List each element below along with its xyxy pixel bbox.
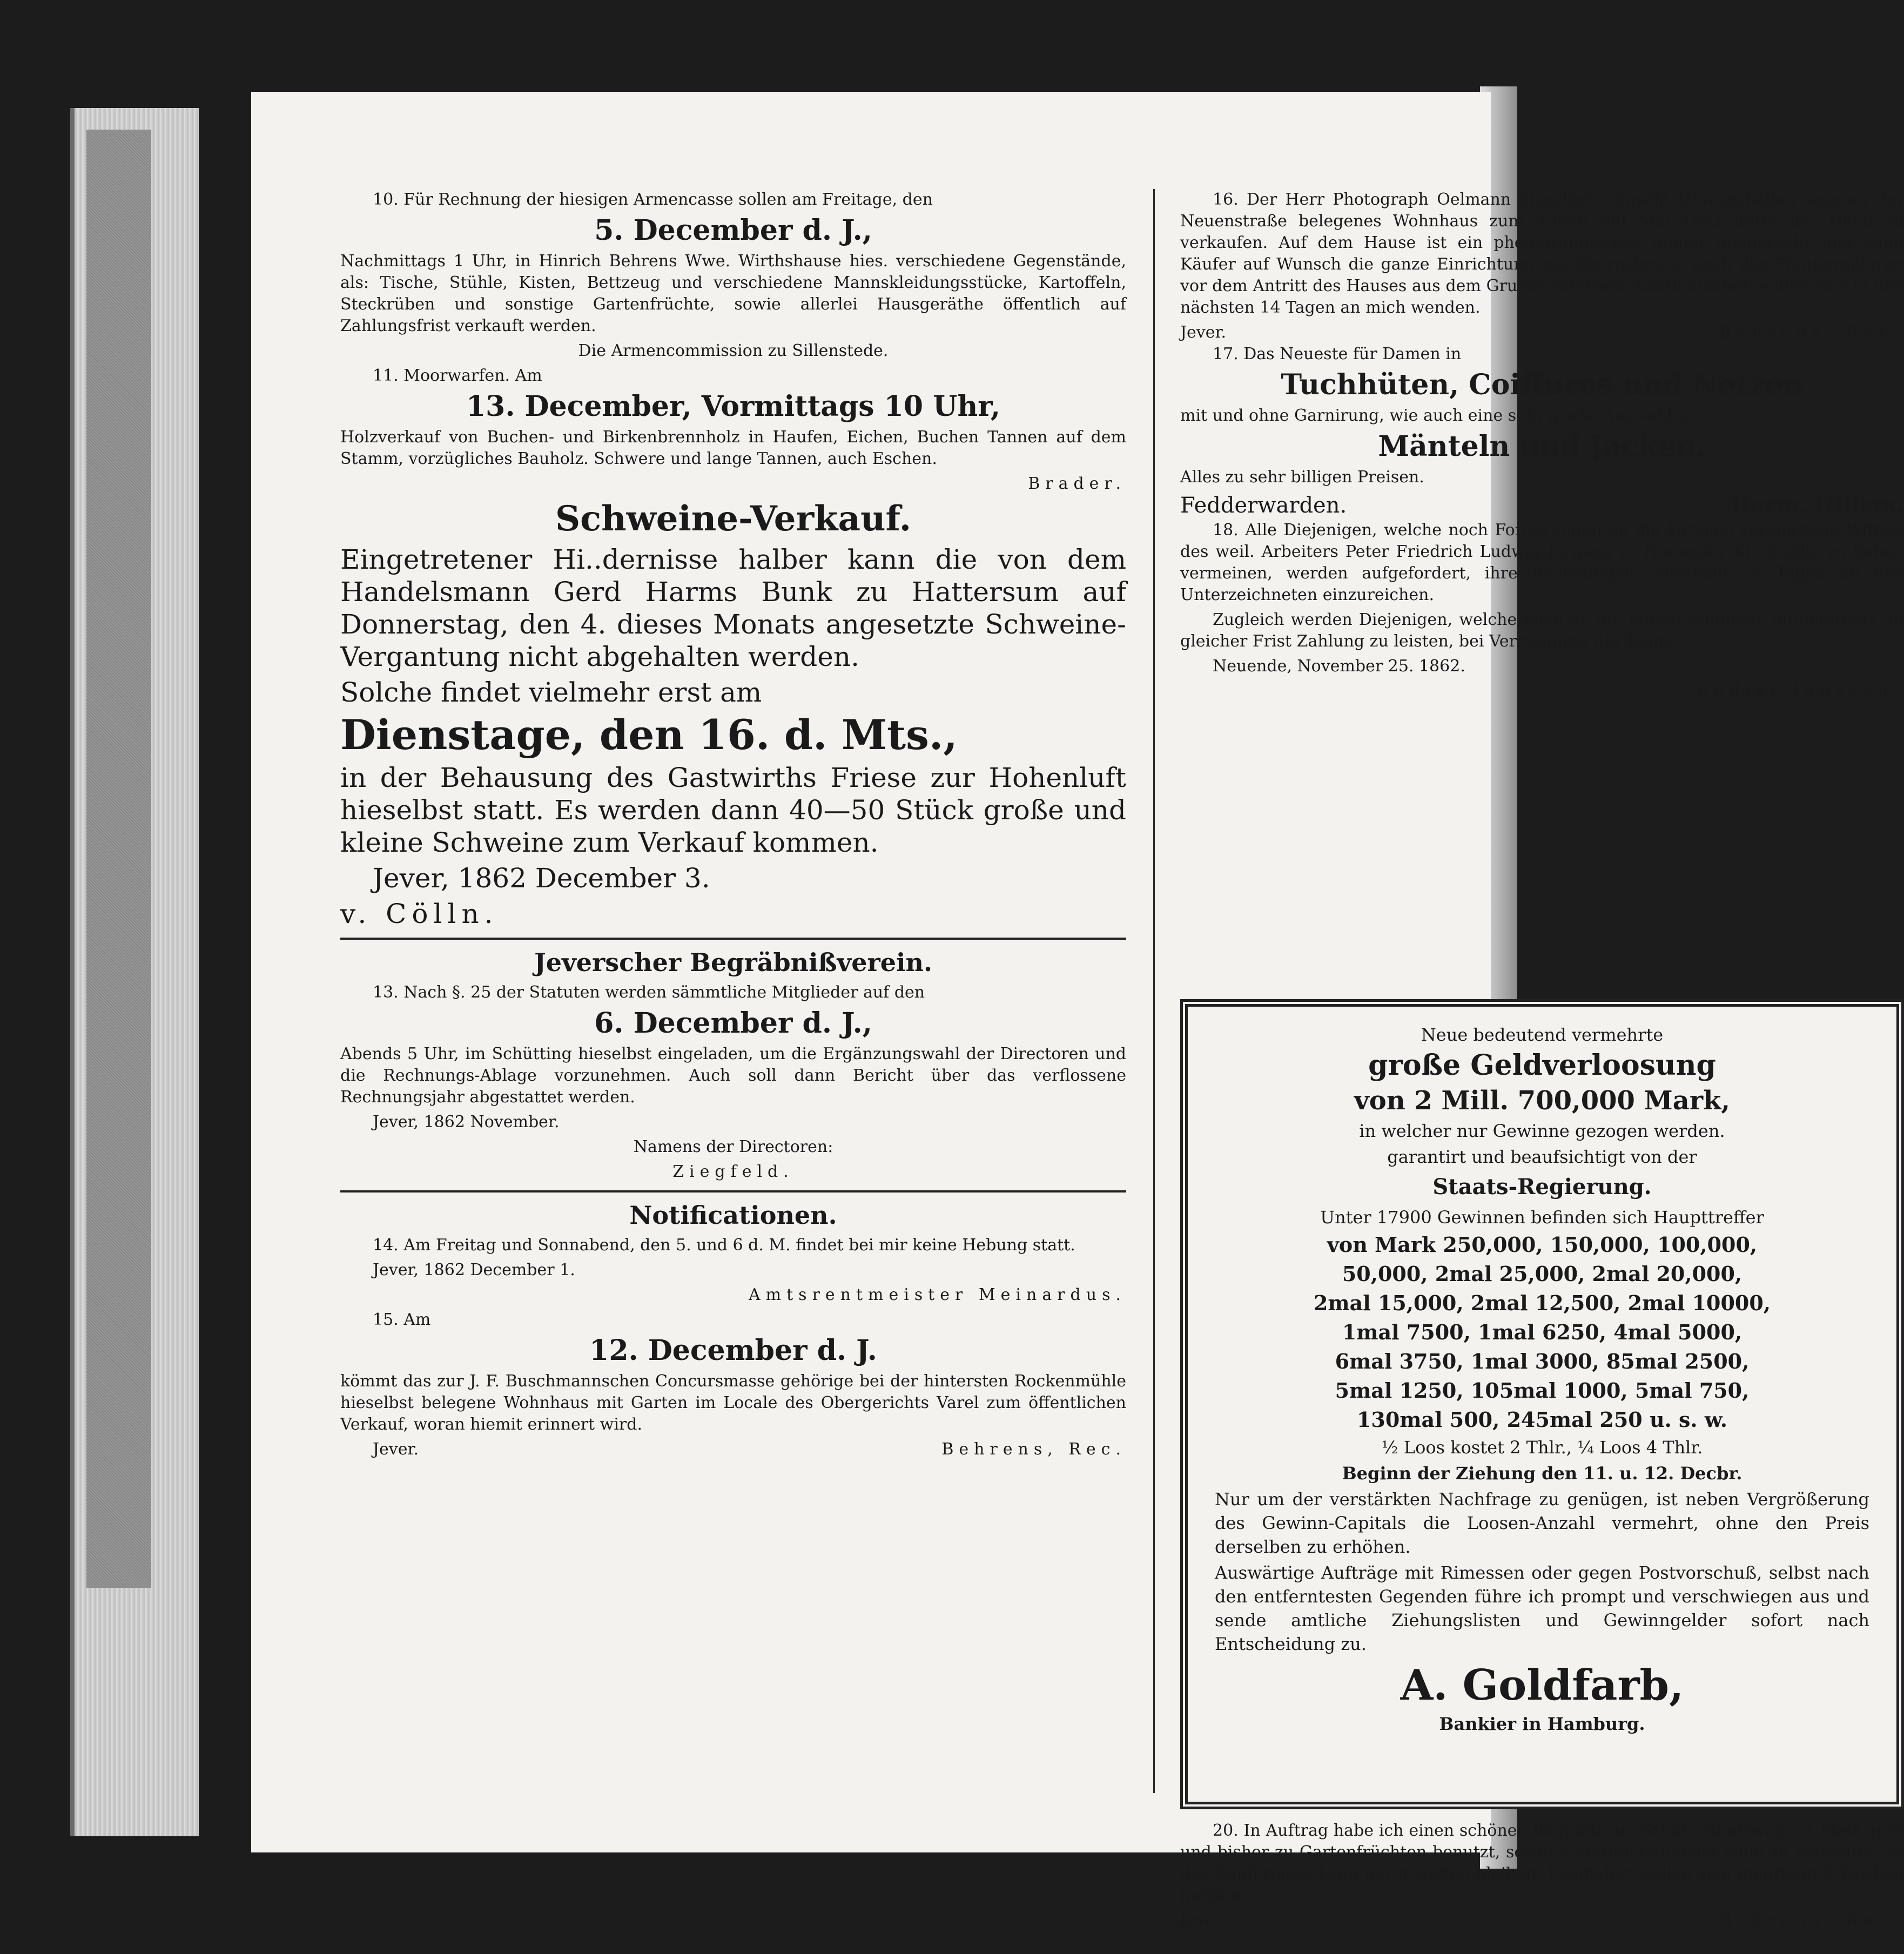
lottery-prize-row: 1mal 7500, 1mal 6250, 4mal 5000,	[1342, 1320, 1742, 1344]
lottery-line-4: in welcher nur Gewinne gezogen werden.	[1359, 1121, 1725, 1141]
notice-16-place: Jever.	[1180, 323, 1227, 342]
lottery-prize-row: 6mal 3750, 1mal 3000, 85mal 2500,	[1335, 1349, 1750, 1373]
lottery-body-2: Auswärtige Aufträge mit Rimessen oder gegen Postvorschuß, selbst nach den entferntesten Gegenden führe ich prompt und verschwiegen aus und sende amtliche Ziehungslisten und Gewinngelder sofort nach Entscheidung zu.	[1215, 1562, 1869, 1654]
notice-13-date: 6. December d. J.,	[594, 1007, 872, 1040]
notice-15-intro: 15. Am	[373, 1310, 431, 1329]
notice-15-body: kömmt das zur J. F. Buschmannschen Concursmasse gehörige bei der hintersten Rockenmühle hieselbst belegene Wohnhaus mit Garten im Locale des Obergerichts Varel zum öffentlichen Verkauf, woran hiemit erinnert wird.	[340, 1372, 1126, 1434]
column-rule	[1153, 189, 1155, 1793]
notice-20-place: Jever.	[1180, 1911, 1227, 1930]
notice-13-place: Jever, 1862 November.	[373, 1113, 560, 1131]
pig-sale-body-1: Eingetretener Hi..dernisse halber kann die von dem Handelsmann Gerd Harms Bunk zu Hattersum auf Donnerstag, den 4. dieses Monats angesetzte Schweine-Vergantung nicht abgehalten werden.	[340, 544, 1126, 672]
notice-13-body: Abends 5 Uhr, im Schütting hieselbst eingeladen, um die Ergänzungswahl der Directoren und die Rechnungs-Ablage vorzunehmen. Auch soll dann Bericht über das verflossene Rechnungsjahr abgestattet werden.	[340, 1045, 1126, 1107]
notice-20	[1180, 1820, 1904, 1931]
pig-sale-date: Dienstage, den 16. d. Mts.,	[340, 711, 958, 759]
notice-17-signature: Herm. Hillers.	[1731, 493, 1904, 518]
notice-16-footer	[1180, 322, 1904, 343]
lottery-title: große Geldverloosung	[1368, 1049, 1716, 1082]
pig-sale-body-3: in der Behausung des Gastwirths Friese zur Hohenluft hieselbst statt. Es werden dann 40—50 Stück große und kleine Schweine zum Verkauf kommen.	[340, 762, 1126, 858]
lottery-prize-row: 130mal 500, 245mal 250 u. s. w.	[1356, 1407, 1728, 1432]
notice-16-body: 16. Der Herr Photograph Oelmann hieselbst wünscht Umzugshalber sein an der Neuenstraße belegenes Wohnhaus zum Antritt auf Mai 1863 unter der Hand zu verkaufen. Auf dem Hause ist ein photographisches Atelier angebracht und kann Käufer auf Wunsch die ganze Einrichtung mit übernehmen, auch das Photographiren vor dem Antritt des Hauses aus dem Grunde erlernen. Kaufliebhaber wollen sich in den nächsten 14 Tagen an mich wenden.	[1180, 190, 1904, 317]
notice-20-footer	[1180, 1910, 1904, 1931]
pig-sale-title: Schweine-Verkauf.	[555, 498, 912, 539]
notice-11-signature: Brader.	[1028, 474, 1126, 493]
lottery-prize-row: 2mal 15,000, 2mal 12,500, 2mal 10000,	[1313, 1291, 1771, 1315]
pig-sale-body-2: Solche findet vielmehr erst am	[340, 677, 762, 708]
notice-14-body: 14. Am Freitag und Sonnabend, den 5. und 6 d. M. findet bei mir keine Hebung statt.	[373, 1236, 1075, 1255]
left-column	[340, 189, 1126, 1460]
burial-club-title: Jeverscher Begräbnißverein.	[534, 948, 932, 977]
lottery-prize-row: 5mal 1250, 105mal 1000, 5mal 750,	[1335, 1378, 1750, 1403]
notice-20-signature: Behrens, Rec.	[1719, 1911, 1904, 1930]
lottery-prize-row: von Mark 250,000, 150,000, 100,000,	[1327, 1232, 1758, 1257]
notice-10-signature: Die Armencommission zu Sillenstede.	[578, 341, 889, 360]
notice-10-body: Nachmittags 1 Uhr, in Hinrich Behrens Wwe. Wirthshause hies. verschiedene Gegenstände, als: Tische, Stühle, Kisten, Bettzeug und verschiedene Mannskleidungsstücke, Kartoffeln, Steckrüben und sonstige Gartenfrüchte, sowie allerlei Hausgeräthe öffentlich auf Zahlungsfrist verkauft werden.	[340, 252, 1126, 335]
notice-18-body: 18. Alle Diejenigen, welche noch Forderungen an die kürzlich verstorbene Wittwe des weil. Arbeiters Peter Friedrich Ludwig Jürgens zu Neuender Kirchreihe zu haben vermeinen, werden aufgefordert, ihre Rechnungen innerhalb 14 Tagen an den Unterzeichneten einzureichen.	[1180, 521, 1904, 604]
notice-17-headline-2: Mänteln und Jacken.	[1378, 430, 1706, 463]
notice-15-place: Jever.	[373, 1440, 419, 1459]
notice-17-intro: 17. Das Neueste für Damen in	[1213, 345, 1462, 363]
notice-14-place: Jever, 1862 December 1.	[373, 1261, 575, 1279]
notice-11-date: 13. December, Vormittags 10 Uhr,	[466, 390, 1000, 423]
lottery-line-7: Unter 17900 Gewinnen befinden sich Haupttreffer	[1320, 1207, 1764, 1228]
pig-sale-signature: v. Cölln.	[340, 898, 499, 929]
lottery-total: von 2 Mill. 700,000 Mark,	[1354, 1086, 1731, 1116]
lottery-authority: Staats-Regierung.	[1432, 1174, 1652, 1200]
newspaper-page	[251, 92, 1904, 1930]
lottery-banker-name: A. Goldfarb,	[1400, 1661, 1684, 1710]
notice-17-place: Fedderwarden.	[1180, 493, 1347, 518]
notice-15-date: 12. December d. J.	[589, 1334, 877, 1367]
notice-18-signature: Redlef Janssen.	[1696, 682, 1904, 700]
lottery-prize-row: 50,000, 2mal 25,000, 2mal 20,000,	[1342, 1262, 1742, 1286]
lottery-draw-date: Beginn der Ziehung den 11. u. 12. Decbr.	[1342, 1463, 1742, 1484]
notice-17-middle: mit und ohne Garnirung, wie auch eine sehr große Auswahl in	[1180, 406, 1693, 425]
lottery-body-1: Nur um der verstärkten Nachfrage zu genügen, ist neben Vergrößerung des Gewinn-Capitals die Loosen-Anzahl vermehrt, ohne den Preis derselben zu erhöhen.	[1215, 1489, 1869, 1557]
notice-17-tail: Alles zu sehr billigen Preisen.	[1180, 468, 1424, 487]
notice-11-intro: 11. Moorwarfen. Am	[373, 366, 542, 385]
notice-16-signature: Behrens, Rec.	[1719, 323, 1904, 342]
notice-10-intro: 10. Für Rechnung der hiesigen Armencasse sollen am Freitage, den	[373, 190, 933, 209]
notice-17-headline: Tuchhüten, Coiffures und Netzen	[1281, 368, 1804, 401]
lottery-line-1: Neue bedeutend vermehrte	[1421, 1025, 1664, 1045]
section-divider	[340, 1190, 1126, 1192]
notice-13-signature: Ziegfeld.	[672, 1162, 794, 1181]
book-cover-edge	[86, 130, 151, 1588]
notice-20-body: 20. In Auftrag habe ich einen schönen Bauplatz am Schützenhofswege, 1 Matt groß und bisher zu Gartenfrüchten benutzt, sowie 5 Matten Grünland billig zu verkaufen. ⅔ des Kaufpreises kann darin stehen bleiben. Liebhaber wollen sich innerhalb 3 Wochen melden.	[1180, 1821, 1904, 1905]
notifications-title: Notificationen.	[629, 1201, 837, 1230]
notice-15-footer	[340, 1439, 1126, 1460]
lottery-ad-frame	[1180, 999, 1904, 1809]
pig-sale-place: Jever, 1862 December 3.	[373, 863, 710, 894]
notice-14-signature: Amtsrentmeister Meinardus.	[749, 1285, 1126, 1304]
notice-17-footer	[1180, 491, 1904, 520]
lottery-price: ½ Loos kostet 2 Thlr., ¼ Loos 4 Thlr.	[1381, 1437, 1703, 1458]
notice-10-date: 5. December d. J.,	[594, 214, 872, 247]
notice-18-body-2: Zugleich werden Diejenigen, welche noch an die Masse schulden, aufgefordert, in gleicher Frist Zahlung zu leisten, bei Vermeidung der Klage.	[1180, 610, 1904, 651]
right-column	[1180, 189, 1904, 1930]
notice-18-place: Neuende, November 25. 1862.	[1213, 657, 1465, 676]
notice-15-signature: Behrens, Rec.	[941, 1440, 1126, 1459]
lottery-banker-title: Bankier in Hamburg.	[1439, 1714, 1645, 1734]
notice-13-signature-line: Namens der Directoren:	[633, 1137, 833, 1156]
notice-11-body: Holzverkauf von Buchen- und Birkenbrennholz in Haufen, Eichen, Buchen Tannen auf dem Stamm, vorzügliches Bauholz. Schwere und lange Tannen, auch Eschen.	[340, 428, 1126, 468]
section-divider	[340, 938, 1126, 940]
lottery-line-5: garantirt und beaufsichtigt von der	[1387, 1147, 1697, 1167]
notice-13-intro: 13. Nach §. 25 der Statuten werden sämmtliche Mitglieder auf den	[373, 983, 925, 1002]
